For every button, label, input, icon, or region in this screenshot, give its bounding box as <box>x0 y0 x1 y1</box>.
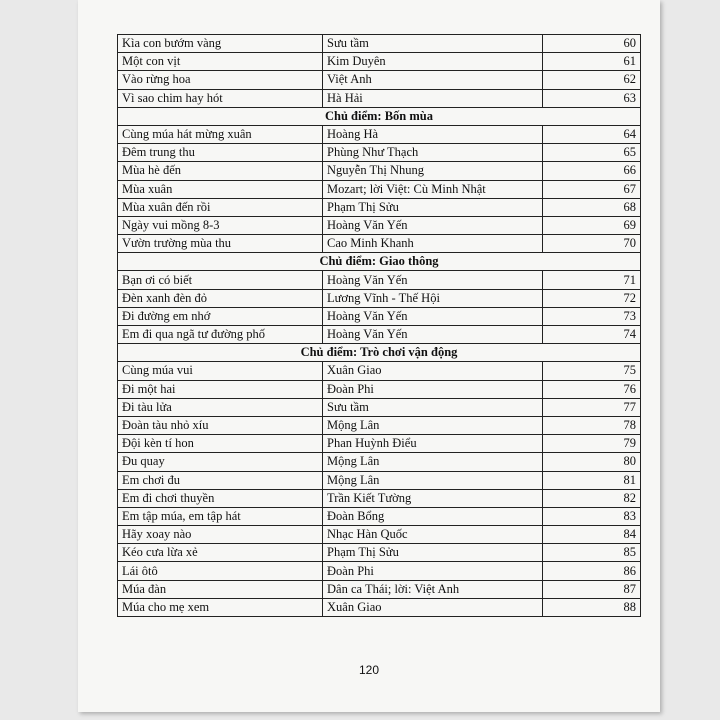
table-row <box>118 216 641 234</box>
song-author: Phùng Như Thạch <box>323 144 543 162</box>
page-number-cell: 88 <box>543 598 641 616</box>
section-header-row <box>118 344 641 362</box>
table-row <box>118 580 641 598</box>
table-row <box>118 526 641 544</box>
page-number-cell: 64 <box>543 125 641 143</box>
song-author: Hoàng Văn Yến <box>323 216 543 234</box>
table-row <box>118 162 641 180</box>
table-row <box>118 35 641 53</box>
page-number-cell: 86 <box>543 562 641 580</box>
song-author: Sưu tầm <box>323 35 543 53</box>
song-author: Sưu tầm <box>323 398 543 416</box>
song-title: Hãy xoay nào <box>118 526 323 544</box>
section-header-row <box>118 253 641 271</box>
table-row <box>118 489 641 507</box>
song-title: Đi một hai <box>118 380 323 398</box>
song-title: Ngày vui mồng 8-3 <box>118 216 323 234</box>
song-title: Múa cho mẹ xem <box>118 598 323 616</box>
table-of-contents <box>117 34 641 617</box>
song-title: Em đi chơi thuyền <box>118 489 323 507</box>
page-number-cell: 70 <box>543 235 641 253</box>
song-title: Đi đường em nhớ <box>118 307 323 325</box>
page-number-cell: 76 <box>543 380 641 398</box>
song-title: Lái ôtô <box>118 562 323 580</box>
song-title: Mùa hè đến <box>118 162 323 180</box>
song-title: Đèn xanh đèn đỏ <box>118 289 323 307</box>
page-number-cell: 83 <box>543 507 641 525</box>
table-row <box>118 89 641 107</box>
song-author: Phạm Thị Sửu <box>323 544 543 562</box>
table-row <box>118 380 641 398</box>
song-title: Kìa con bướm vàng <box>118 35 323 53</box>
song-author: Hoàng Văn Yến <box>323 326 543 344</box>
table-row <box>118 71 641 89</box>
page-number-cell: 81 <box>543 471 641 489</box>
table-row <box>118 544 641 562</box>
page-number-cell: 69 <box>543 216 641 234</box>
page-number-cell: 65 <box>543 144 641 162</box>
song-author: Hà Hải <box>323 89 543 107</box>
page-number-cell: 62 <box>543 71 641 89</box>
page-number-cell: 74 <box>543 326 641 344</box>
song-title: Một con vịt <box>118 53 323 71</box>
page-number-cell: 66 <box>543 162 641 180</box>
table-row <box>118 416 641 434</box>
song-title: Đu quay <box>118 453 323 471</box>
song-title: Kéo cưa lừa xẻ <box>118 544 323 562</box>
page-number-cell: 87 <box>543 580 641 598</box>
song-author: Mozart; lời Việt: Cù Minh Nhật <box>323 180 543 198</box>
table-row <box>118 144 641 162</box>
table-row <box>118 180 641 198</box>
song-title: Em chơi đu <box>118 471 323 489</box>
song-author: Nguyễn Thị Nhung <box>323 162 543 180</box>
table-row <box>118 398 641 416</box>
song-author: Hoàng Hà <box>323 125 543 143</box>
page-number-cell: 85 <box>543 544 641 562</box>
song-title: Mùa xuân <box>118 180 323 198</box>
song-title: Bạn ơi có biết <box>118 271 323 289</box>
song-author: Kim Duyên <box>323 53 543 71</box>
table-row <box>118 125 641 143</box>
table-row <box>118 453 641 471</box>
song-author: Trần Kiết Tường <box>323 489 543 507</box>
song-title: Đêm trung thu <box>118 144 323 162</box>
table-row <box>118 562 641 580</box>
table-row <box>118 326 641 344</box>
page-number-cell: 78 <box>543 416 641 434</box>
table-row <box>118 53 641 71</box>
page-number-cell: 75 <box>543 362 641 380</box>
song-title: Cùng múa vui <box>118 362 323 380</box>
page-number-cell: 79 <box>543 435 641 453</box>
song-author: Đoàn Phi <box>323 380 543 398</box>
song-author: Đoàn Phi <box>323 562 543 580</box>
page-number-cell: 60 <box>543 35 641 53</box>
song-title: Đoàn tàu nhỏ xíu <box>118 416 323 434</box>
page-number-cell: 73 <box>543 307 641 325</box>
song-author: Mộng Lân <box>323 453 543 471</box>
song-author: Phan Huỳnh Điểu <box>323 435 543 453</box>
song-author: Lương Vĩnh - Thế Hội <box>323 289 543 307</box>
document-page <box>78 0 660 712</box>
song-author: Phạm Thị Sửu <box>323 198 543 216</box>
song-author: Xuân Giao <box>323 362 543 380</box>
song-author: Đoàn Bổng <box>323 507 543 525</box>
song-title: Đi tàu lửa <box>118 398 323 416</box>
page-number-cell: 61 <box>543 53 641 71</box>
table-row <box>118 307 641 325</box>
table-row <box>118 435 641 453</box>
page-number-cell: 84 <box>543 526 641 544</box>
section-heading: Chủ điểm: Trò chơi vận động <box>118 344 641 362</box>
page-number-cell: 63 <box>543 89 641 107</box>
table-row <box>118 471 641 489</box>
song-title: Vườn trường mùa thu <box>118 235 323 253</box>
page-number-cell: 71 <box>543 271 641 289</box>
song-author: Mộng Lân <box>323 471 543 489</box>
table-row <box>118 235 641 253</box>
song-author: Dân ca Thái; lời: Việt Anh <box>323 580 543 598</box>
song-title: Em đi qua ngã tư đường phố <box>118 326 323 344</box>
page-number-cell: 77 <box>543 398 641 416</box>
section-heading: Chủ điểm: Bốn mùa <box>118 107 641 125</box>
song-author: Hoàng Văn Yến <box>323 271 543 289</box>
page-number: 120 <box>358 663 380 677</box>
page-number-cell: 80 <box>543 453 641 471</box>
table-row <box>118 362 641 380</box>
song-author: Nhạc Hàn Quốc <box>323 526 543 544</box>
page-number-cell: 82 <box>543 489 641 507</box>
song-title: Cùng múa hát mừng xuân <box>118 125 323 143</box>
song-title: Em tập múa, em tập hát <box>118 507 323 525</box>
song-author: Mộng Lân <box>323 416 543 434</box>
song-author: Hoàng Văn Yến <box>323 307 543 325</box>
page-number-cell: 72 <box>543 289 641 307</box>
table-row <box>118 271 641 289</box>
section-heading: Chủ điểm: Giao thông <box>118 253 641 271</box>
page-number-cell: 68 <box>543 198 641 216</box>
song-author: Cao Minh Khanh <box>323 235 543 253</box>
table-row <box>118 198 641 216</box>
song-title: Vì sao chim hay hót <box>118 89 323 107</box>
song-author: Việt Anh <box>323 71 543 89</box>
table-row <box>118 289 641 307</box>
song-title: Vào rừng hoa <box>118 71 323 89</box>
song-title: Đội kèn tí hon <box>118 435 323 453</box>
song-author: Xuân Giao <box>323 598 543 616</box>
page-number-cell: 67 <box>543 180 641 198</box>
table-row <box>118 507 641 525</box>
song-title: Mùa xuân đến rồi <box>118 198 323 216</box>
section-header-row <box>118 107 641 125</box>
song-title: Múa đàn <box>118 580 323 598</box>
table-row <box>118 598 641 616</box>
